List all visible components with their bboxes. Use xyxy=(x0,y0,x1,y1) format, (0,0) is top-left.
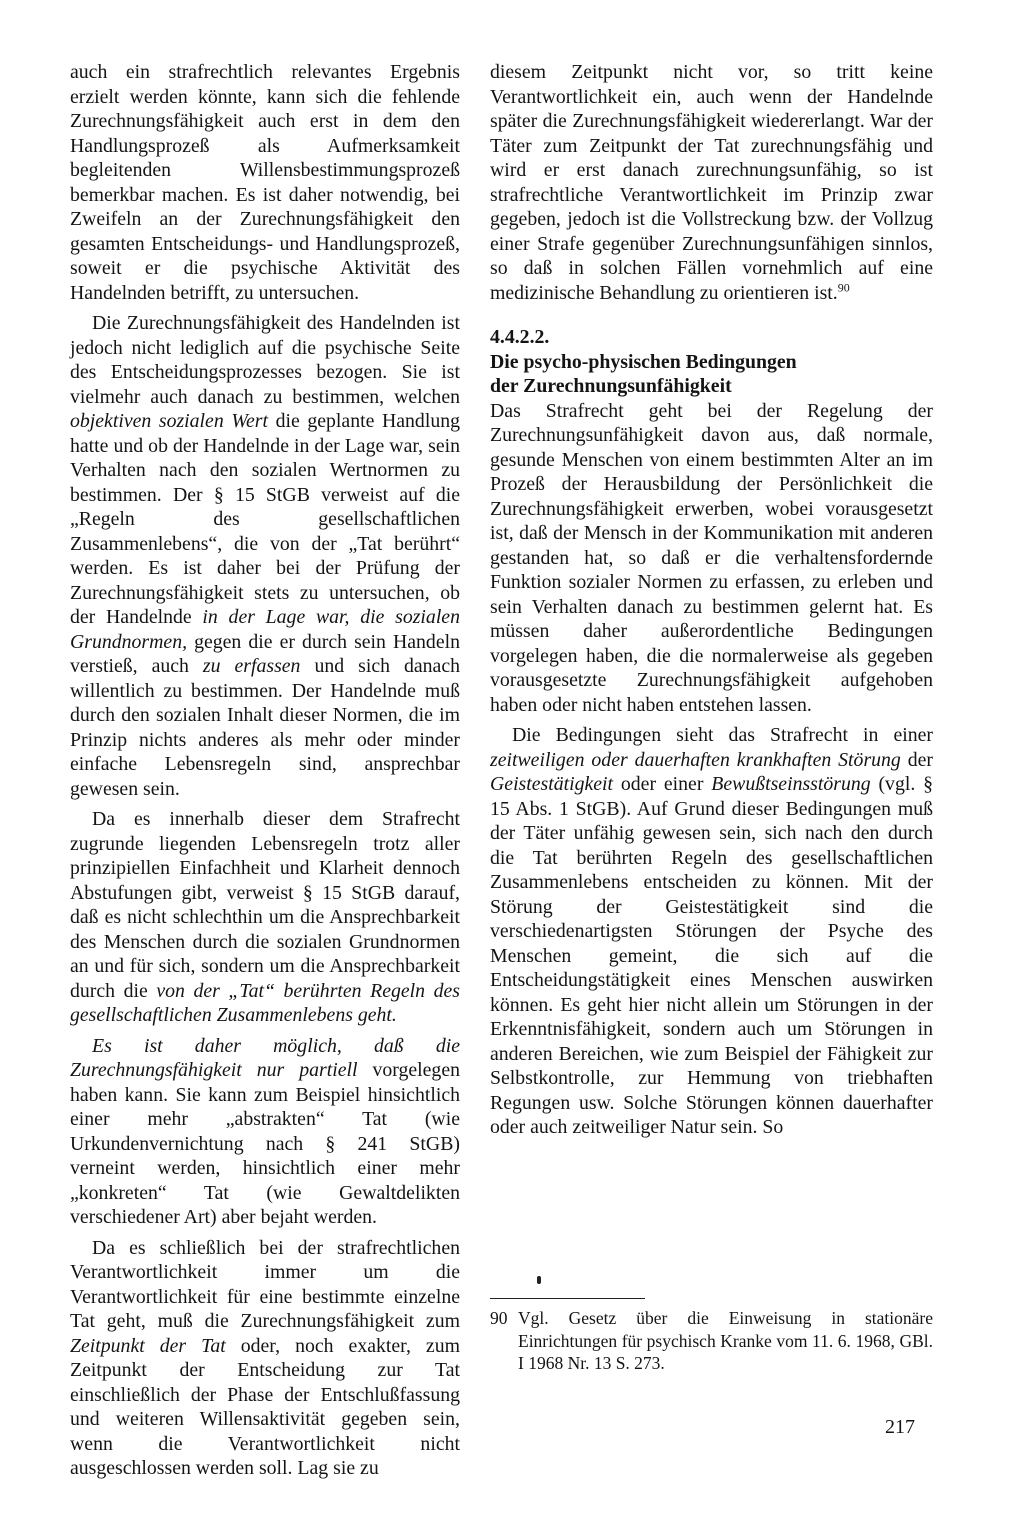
text-run: oder einer xyxy=(613,773,712,795)
footnote xyxy=(490,1307,933,1375)
section-title-line: der Zurechnungsunfähigkeit xyxy=(490,375,732,397)
left-paragraph-1: auch ein strafrechtlich relevantes Ergebnis erzielt werden könnte, kann sich die fehlende Zurechnungsfähigkeit auch erst in dem den Handlungsprozeß als Aufmerksamkeit begleitenden Willensbestimmungsprozeß bemerkbar machen. Es ist daher notwendig, bei Zweifeln an der Zurechnungsfähigkeit den gesamten Entscheidungs- und Handlungsprozeß, soweit er die psychische Aktivität des Handelnden betrifft, zu untersuchen. xyxy=(70,61,460,304)
section-number: 4.4.2.2. xyxy=(490,326,550,348)
text-run: vorgelegen haben kann. Sie kann zum Beispiel hinsichtlich einer mehr „abstrakten“ Tat (wie Urkundenvernichtung nach § 241 StGB) verneint werden, hinsichtlich einer mehr „konkreten“ Tat (wie Gewaltdelikten verschiedener Art) aber bejaht werden. xyxy=(70,1059,460,1228)
italic-run: Bewußtseinsstörung xyxy=(711,773,871,795)
text-run: Die Bedingungen sieht das Strafrecht in einer xyxy=(512,724,933,746)
page-number: 217 xyxy=(885,1416,915,1438)
italic-run: objektiven sozialen Wert xyxy=(70,410,268,432)
footnote-reference: 90 xyxy=(837,279,850,294)
text-run: diesem Zeitpunkt nicht vor, so tritt keine Verantwortlichkeit ein, auch wenn der Handelnde später die Zurechnungsfähigkeit wiedererlangt. War der Täter zum Zeitpunkt der Tat zurechnungsfähig und wird er erst danach zurechnungsunfähig, so ist strafrechtliche Verantwortlichkeit im Prinzip zwar gegeben, jedoch ist die Vollstreckung bzw. der Vollzug einer Strafe gegenüber Zurechnungsunfähigen sinnlos, so daß in solchen Fällen vornehmlich auf eine medizinische Behandlung zu orientieren ist. xyxy=(490,61,933,304)
left-paragraph-2 xyxy=(70,311,460,801)
text-run: (vgl. § 15 Abs. 1 StGB). Auf Grund dieser Bedingungen muß der Täter unfähig gewesen sein, sich nach den durch die Tat berührten Regeln des gesellschaftlichen Zusammenlebens entscheiden zu können. Mit der Störung der Geistestätigkeit sind die verschiedenartigsten Störungen der Psyche des Menschen gemeint, die sich auf die Entscheidungstätigkeit eines Menschen auswirken können. Es geht hier nicht allein um Störungen in der Erkenntnisfähigkeit, sondern auch um Störungen in anderen Bereichen, wie zum Beispiel der Fähigkeit zur Selbstkontrolle, zur Hemmung von triebhaften Regungen usw. Solche Störungen können dauerhafter oder auch zeitweiliger Natur sein. So xyxy=(490,773,933,1138)
right-column xyxy=(490,60,933,1140)
left-paragraph-3 xyxy=(70,807,460,1028)
left-column xyxy=(70,60,460,1481)
italic-run: in der Lage war, die sozialen Grundnormen, xyxy=(70,606,460,653)
right-paragraph-1 xyxy=(490,60,933,305)
text-run: Da es schließlich bei der strafrechtlichen Verantwortlichkeit immer um die Verantwortlichkeit für eine bestimmte einzelne Tat geht, muß die Zurechnungsfähigkeit zum xyxy=(70,1236,460,1332)
footnote-area xyxy=(490,1298,933,1375)
italic-run: Es ist daher möglich, daß die Zurechnungsfähigkeit nur partiell xyxy=(70,1034,460,1081)
footnote-number: 90 xyxy=(490,1308,508,1328)
italic-run: von der „Tat“ berührten Regeln des gesellschaftlichen Zusammenlebens geht. xyxy=(70,979,460,1026)
left-paragraph-5 xyxy=(70,1236,460,1481)
section-title-line: Die psycho-physischen Bedingungen xyxy=(490,350,797,373)
section-title xyxy=(490,350,933,399)
text-run: und sich danach willentlich zu bestimmen. Der Handelnde muß durch den sozialen Inhalt dieser Normen, die im Prinzip nichts anderes als mehr oder minder einfache Lebensregeln sind, ansprechbar gewesen sein. xyxy=(70,655,461,800)
right-paragraph-3 xyxy=(490,723,933,1140)
text-run: der xyxy=(900,748,933,771)
text-run: die geplante Handlung hatte und ob der Handelnde in der Lage war, sein Verhalten nach den sozialen Wertnormen zu bestimmen. Der § 15 StGB verweist auf die „Regeln des gesellschaftlichen Zusammenlebens“, die von der „Tat berührt“ werden. Es ist daher bei der Prüfung der Zurechnungsfähigkeit stets zu untersuchen, ob der Handelnde xyxy=(70,410,460,628)
text-run: gegen die er durch sein Handeln verstieß, auch xyxy=(70,630,460,677)
italic-run: zu erfassen xyxy=(202,655,301,677)
footnote-text: Vgl. Gesetz über die Einweisung in stationäre Einrichtungen für psychisch Kranke vom 11. 6. 1968, GBl. I 1968 Nr. 13 S. 273. xyxy=(518,1308,933,1373)
italic-run: Zeitpunkt der Tat xyxy=(70,1334,226,1357)
print-speck xyxy=(537,1276,541,1284)
right-paragraph-2: Das Strafrecht geht bei der Regelung der Zurechnungsunfähigkeit davon aus, daß normale, gesunde Menschen von einem bestimmten Alter an im Prozeß der Herausbildung der Persönlichkeit die Zurechnungsfähigkeit erwerben, wobei vorausgesetzt ist, daß der Mensch in der Kommunikation mit anderen gestanden hat, so daß er die verhaltensfordernde Funktion sozialer Normen zu erfassen, zu erleben und sein Verhalten danach zu bestimmen gelernt hat. Es müssen daher außerordentliche Bedingungen vorgelegen haben, die die normalerweise als gegeben vorausgesetzte Zurechnungsfähigkeit aufgehoben haben oder nicht haben entstehen lassen. xyxy=(490,399,933,716)
text-run: Da es innerhalb dieser dem Strafrecht zugrunde liegenden Lebensregeln trotz aller prinzipiellen Einfachheit und Klarheit dennoch Abstufungen gibt, verweist § 15 StGB darauf, daß es nicht schlechthin um die Ansprechbarkeit des Menschen durch die sozialen Grundnormen an und für sich, sondern um die Ansprechbarkeit durch die xyxy=(70,808,460,1002)
text-run: oder, noch exakter, zum Zeitpunkt der Entscheidung zur Tat einschließlich der Phase der Entschlußfassung und weiteren Willensaktivität gegeben sein, wenn die Verantwortlichkeit nicht ausgeschlossen werden soll. Lag sie zu xyxy=(70,1334,460,1479)
italic-run: Geistestätigkeit xyxy=(490,773,614,795)
footnote-divider xyxy=(490,1298,645,1299)
left-paragraph-4 xyxy=(70,1034,460,1230)
italic-run: zeitweiligen oder dauerhaften krankhaften Störung xyxy=(490,748,901,771)
text-run: Die Zurechnungsfähigkeit des Handelnden ist jedoch nicht lediglich auf die psychische Seite des Entscheidungsprozesses bezogen. Sie ist vielmehr auch danach zu bestimmen, welchen xyxy=(70,312,460,408)
